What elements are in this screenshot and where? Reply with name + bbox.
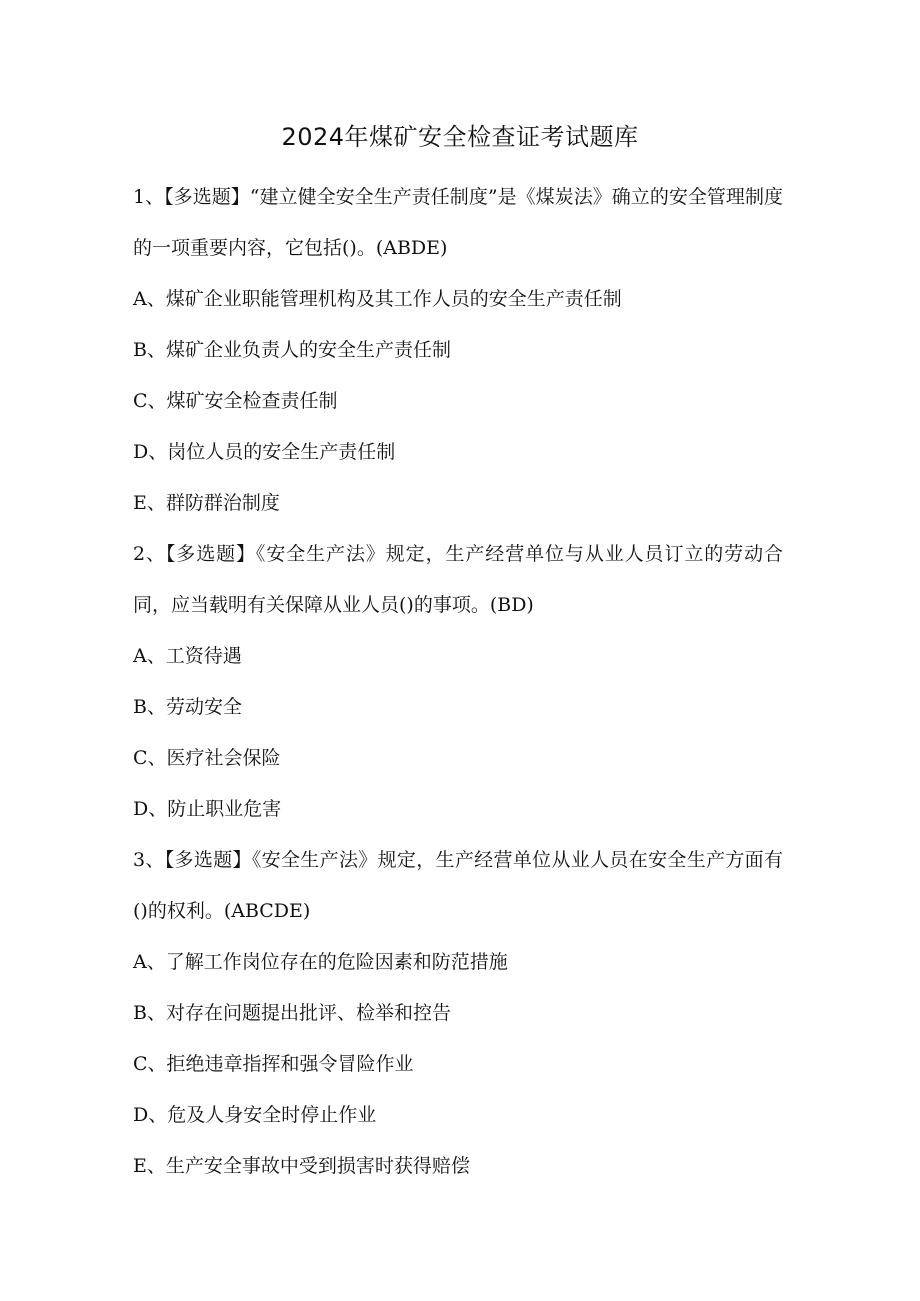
question-2-option-b: B、劳动安全 (133, 696, 242, 718)
question-1-option-d: D、岗位人员的安全生产责任制 (133, 441, 396, 463)
question-2-option-d: D、防止职业危害 (133, 798, 282, 820)
question-3-option-b: B、对存在问题提出批评、检举和控告 (133, 1002, 451, 1024)
question-2-option-a: A、工资待遇 (133, 645, 242, 667)
question-1-text: 1、【多选题】“建立健全安全生产责任制度”是《煤炭法》确立的安全管理制度的一项重要内容，它包括()。(ABDE) (133, 186, 783, 259)
question-2-option-c: C、医疗社会保险 (133, 747, 281, 769)
question-2-text: 2、【多选题】《安全生产法》规定，生产经营单位与从业人员订立的劳动合同，应当载明有关保障从业人员()的事项。(BD) (133, 543, 783, 616)
question-3-option-e: E、生产安全事故中受到损害时获得赔偿 (133, 1155, 470, 1177)
question-1-option-c: C、煤矿安全检查责任制 (133, 390, 338, 412)
question-list (133, 172, 783, 1192)
question-3-option-c: C、拒绝违章指挥和强令冒险作业 (133, 1053, 414, 1075)
question-3-text: 3、【多选题】《安全生产法》规定，生产经营单位从业人员在安全生产方面有()的权利。(ABCDE) (133, 849, 783, 922)
question-3-option-d: D、危及人身安全时停止作业 (133, 1104, 377, 1126)
question-1-option-a: A、煤矿企业职能管理机构及其工作人员的安全生产责任制 (133, 288, 622, 310)
question-3-option-a: A、了解工作岗位存在的危险因素和防范措施 (133, 951, 508, 973)
question-1-option-b: B、煤矿企业负责人的安全生产责任制 (133, 339, 451, 361)
page-title: 2024年煤矿安全检查证考试题库 (281, 123, 639, 151)
question-1-option-e: E、群防群治制度 (133, 492, 280, 514)
